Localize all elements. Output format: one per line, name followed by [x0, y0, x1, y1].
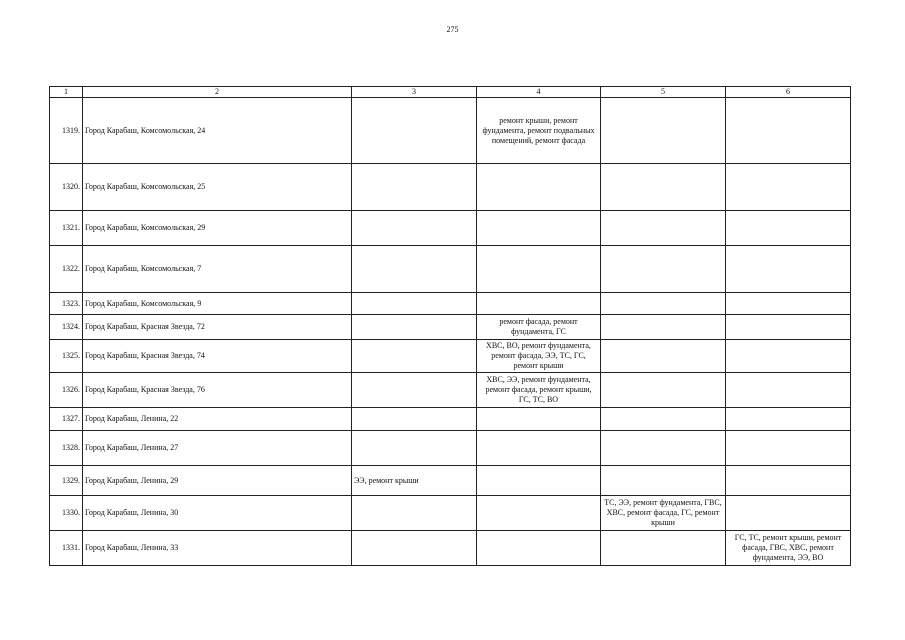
row-number: 1326.	[50, 373, 83, 408]
row-col5	[601, 340, 726, 373]
row-col6	[726, 293, 851, 315]
row-col4: ремонт фасада, ремонт фундамента, ГС	[477, 315, 601, 340]
column-header-2: 2	[83, 87, 352, 98]
row-col3	[352, 531, 477, 566]
table-row	[50, 431, 851, 466]
row-col3: ЭЭ, ремонт крыши	[352, 466, 477, 496]
row-col5	[601, 164, 726, 211]
row-address: Город Карабаш, Комсомольская, 29	[83, 211, 352, 246]
row-col4	[477, 496, 601, 531]
row-col4	[477, 431, 601, 466]
table-row	[50, 496, 851, 531]
row-col4	[477, 164, 601, 211]
row-address: Город Карабаш, Красная Звезда, 76	[83, 373, 352, 408]
row-address: Город Карабаш, Комсомольская, 25	[83, 164, 352, 211]
column-header-4: 4	[477, 87, 601, 98]
row-col3	[352, 293, 477, 315]
row-col4	[477, 246, 601, 293]
column-header-5: 5	[601, 87, 726, 98]
row-col6	[726, 98, 851, 164]
row-col5	[601, 315, 726, 340]
table-row	[50, 531, 851, 566]
row-address: Город Карабаш, Комсомольская, 7	[83, 246, 352, 293]
row-number: 1321.	[50, 211, 83, 246]
row-col6	[726, 164, 851, 211]
row-col6	[726, 246, 851, 293]
row-col6	[726, 466, 851, 496]
row-col3	[352, 373, 477, 408]
row-col6	[726, 373, 851, 408]
table-row	[50, 340, 851, 373]
row-address: Город Карабаш, Ленина, 30	[83, 496, 352, 531]
row-col3	[352, 98, 477, 164]
row-col6	[726, 408, 851, 431]
row-number: 1325.	[50, 340, 83, 373]
table-row	[50, 466, 851, 496]
row-number: 1330.	[50, 496, 83, 531]
row-address: Город Карабаш, Красная Звезда, 72	[83, 315, 352, 340]
row-col4	[477, 293, 601, 315]
row-col5	[601, 98, 726, 164]
row-number: 1327.	[50, 408, 83, 431]
row-number: 1320.	[50, 164, 83, 211]
row-number: 1329.	[50, 466, 83, 496]
table-row	[50, 211, 851, 246]
column-header-1: 1	[50, 87, 83, 98]
row-col5	[601, 246, 726, 293]
row-col4: ХВС, ВО, ремонт фундамента, ремонт фасада, ЭЭ, ТС, ГС, ремонт крыши	[477, 340, 601, 373]
table-row	[50, 98, 851, 164]
row-col5	[601, 211, 726, 246]
row-col4	[477, 408, 601, 431]
row-col3	[352, 408, 477, 431]
row-col3	[352, 496, 477, 531]
row-col5	[601, 373, 726, 408]
table-row	[50, 164, 851, 211]
row-address: Город Карабаш, Ленина, 29	[83, 466, 352, 496]
row-number: 1331.	[50, 531, 83, 566]
table-header-row	[50, 87, 851, 98]
row-address: Город Карабаш, Ленина, 33	[83, 531, 352, 566]
table-row	[50, 373, 851, 408]
row-col4	[477, 466, 601, 496]
row-col3	[352, 340, 477, 373]
row-col3	[352, 315, 477, 340]
row-number: 1328.	[50, 431, 83, 466]
table-row	[50, 315, 851, 340]
row-col3	[352, 246, 477, 293]
row-col5	[601, 466, 726, 496]
row-col5	[601, 431, 726, 466]
row-col3	[352, 431, 477, 466]
works-table	[49, 86, 851, 566]
row-col4: ХВС, ЭЭ, ремонт фундамента, ремонт фасада, ремонт крыши, ГС, ТС, ВО	[477, 373, 601, 408]
row-col5	[601, 408, 726, 431]
row-col3	[352, 211, 477, 246]
row-col6	[726, 315, 851, 340]
row-col4	[477, 211, 601, 246]
row-address: Город Карабаш, Ленина, 27	[83, 431, 352, 466]
row-col5	[601, 531, 726, 566]
row-address: Город Карабаш, Комсомольская, 24	[83, 98, 352, 164]
row-col5: ТС, ЭЭ, ремонт фундамента, ГВС, ХВС, ремонт фасада, ГС, ремонт крыши	[601, 496, 726, 531]
row-address: Город Карабаш, Ленина, 22	[83, 408, 352, 431]
row-col4: ремонт крыши, ремонт фундамента, ремонт подвальных помещений, ремонт фасада	[477, 98, 601, 164]
row-number: 1319.	[50, 98, 83, 164]
column-header-3: 3	[352, 87, 477, 98]
row-col5	[601, 293, 726, 315]
table-row	[50, 293, 851, 315]
row-number: 1322.	[50, 246, 83, 293]
row-number: 1324.	[50, 315, 83, 340]
page-number: 275	[446, 25, 459, 34]
row-col6: ГС, ТС, ремонт крыши, ремонт фасада, ГВС, ХВС, ремонт фундамента, ЭЭ, ВО	[726, 531, 851, 566]
row-number: 1323.	[50, 293, 83, 315]
row-address: Город Карабаш, Комсомольская, 9	[83, 293, 352, 315]
row-col6	[726, 211, 851, 246]
column-header-6: 6	[726, 87, 851, 98]
row-col6	[726, 496, 851, 531]
row-col6	[726, 431, 851, 466]
table-row	[50, 246, 851, 293]
row-col6	[726, 340, 851, 373]
table-row	[50, 408, 851, 431]
row-address: Город Карабаш, Красная Звезда, 74	[83, 340, 352, 373]
row-col3	[352, 164, 477, 211]
row-col4	[477, 531, 601, 566]
